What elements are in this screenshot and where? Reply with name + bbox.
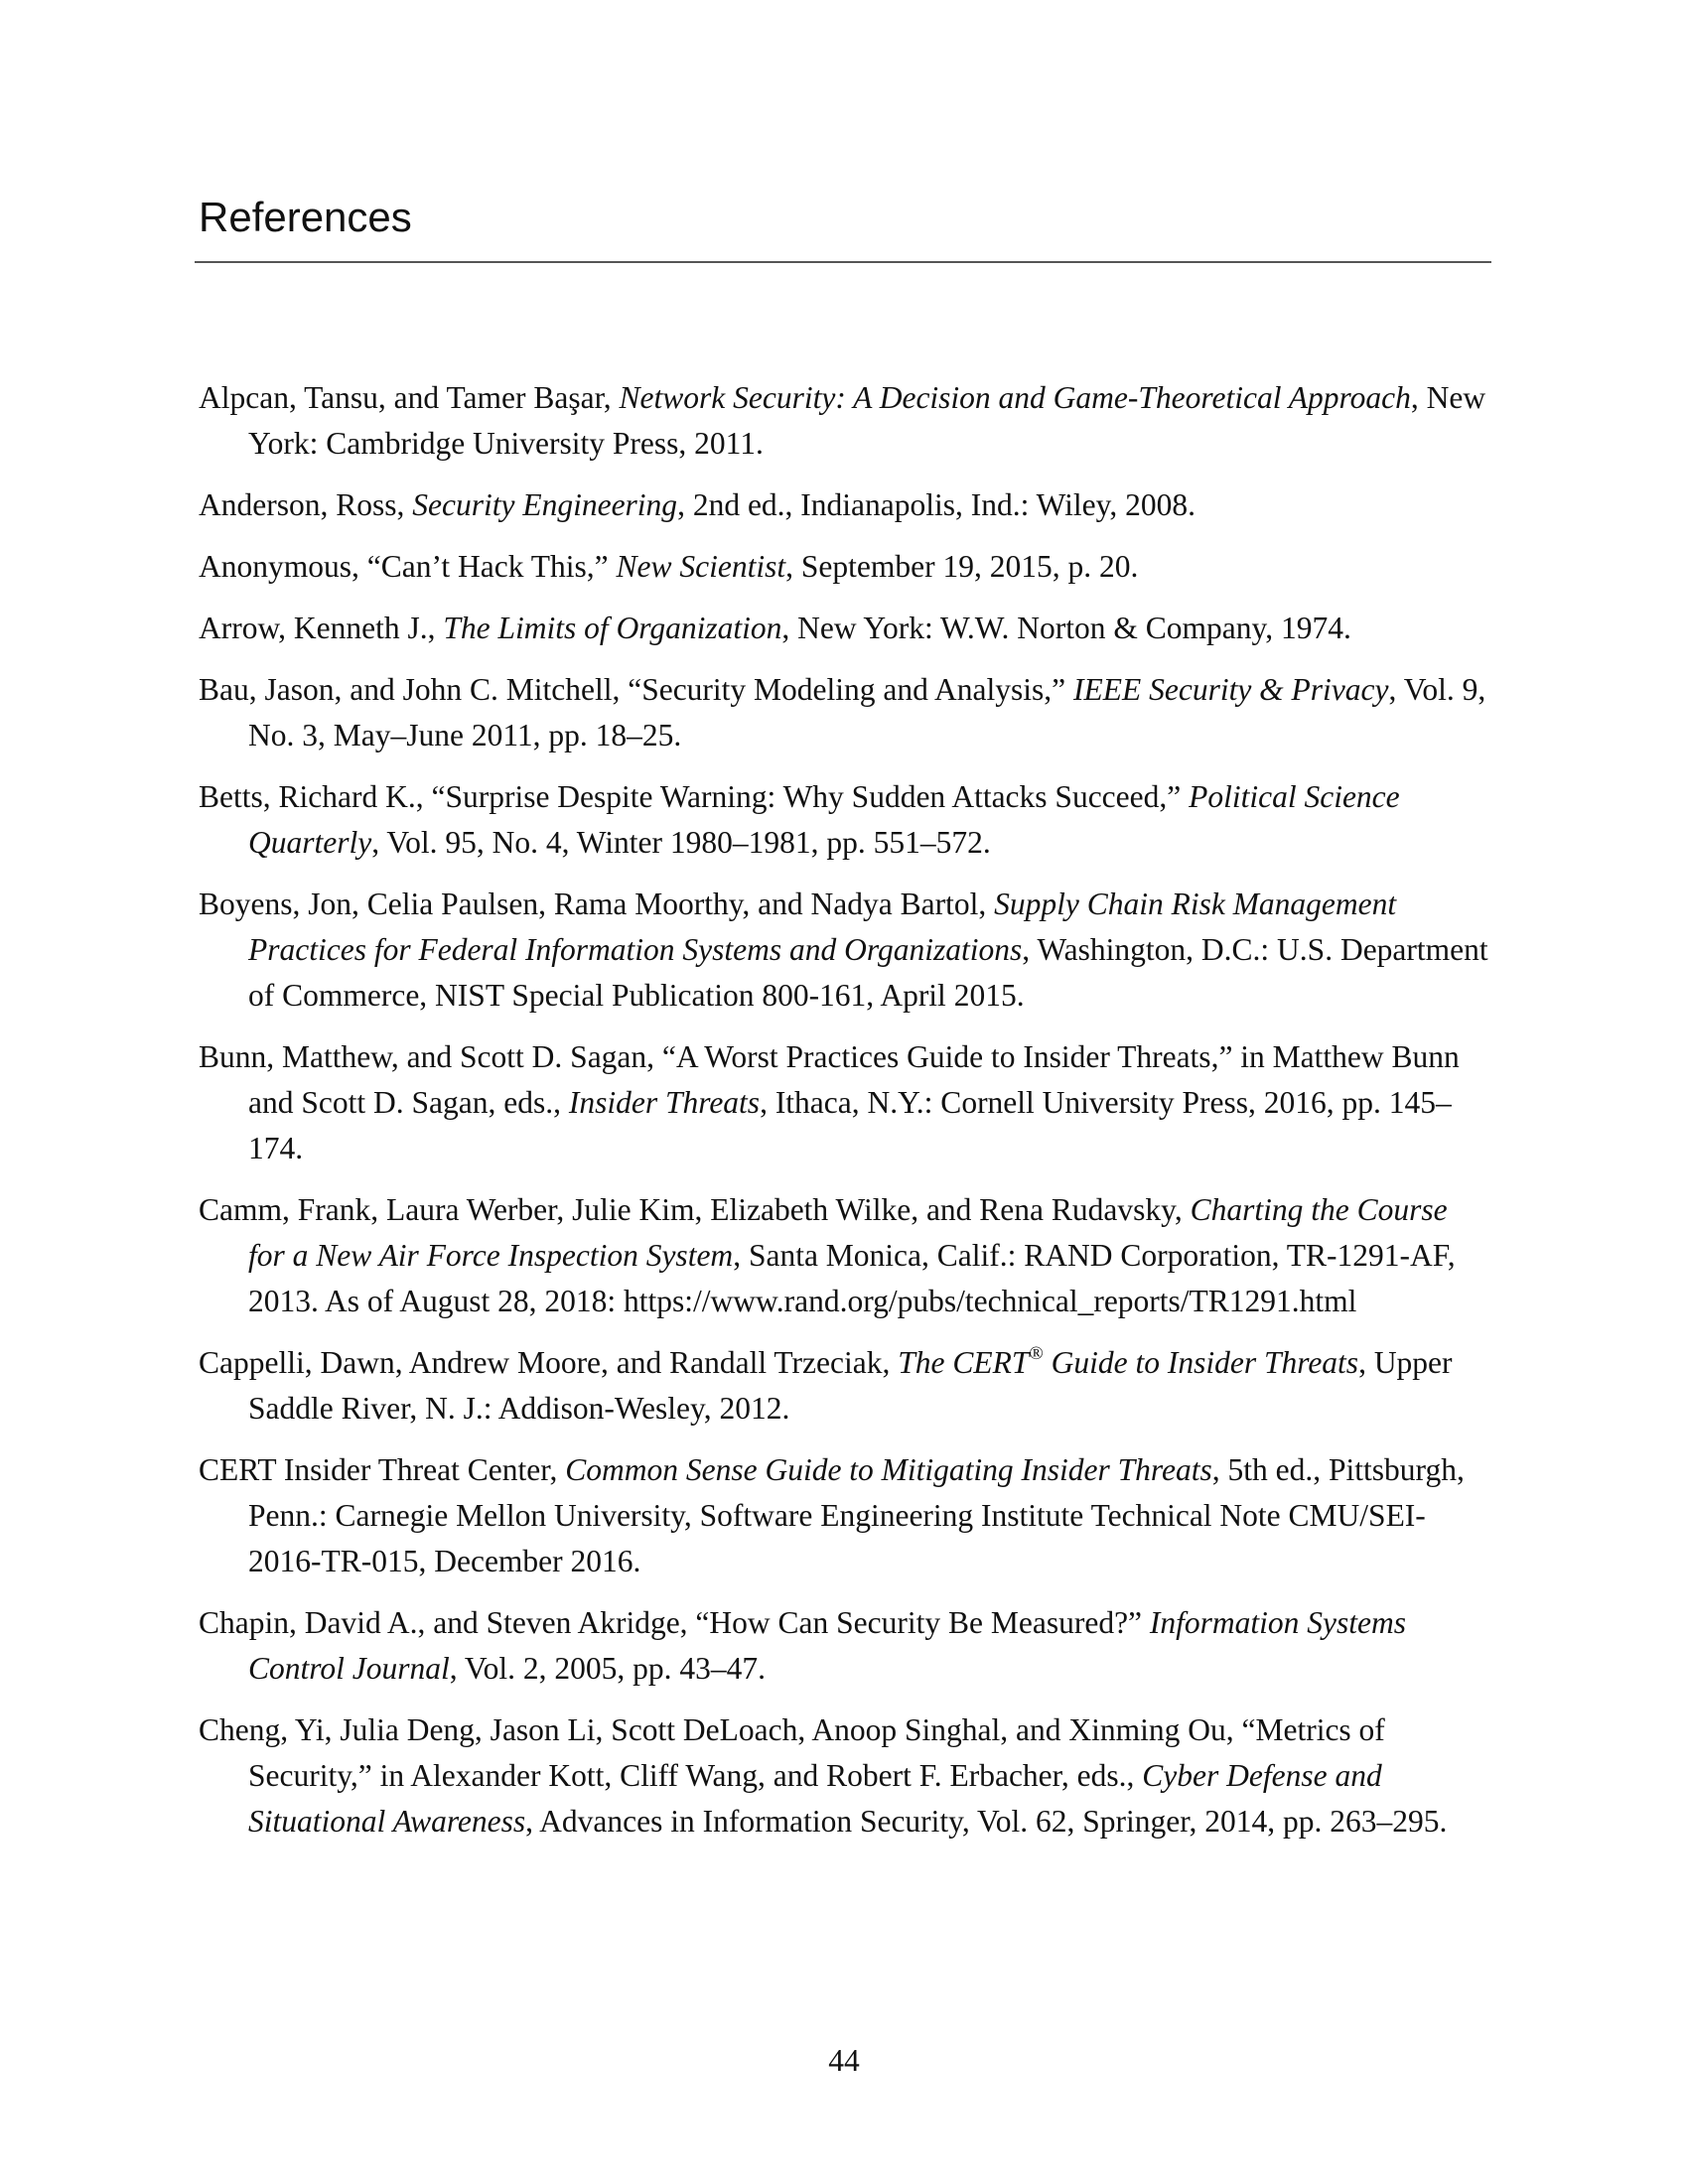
reference-title: Supply Chain Risk Management Practices for Federal Information Systems and Organizations (248, 887, 1397, 967)
reference-entry (199, 1707, 1489, 1844)
reference-title: Guide to Insider Threats (1043, 1345, 1359, 1380)
reference-text: Anderson, Ross, (199, 487, 413, 522)
reference-text: , New York: W.W. Norton & Company, 1974. (781, 611, 1351, 645)
reference-title: Network Security: A Decision and Game-Theoretical Approach (619, 380, 1411, 415)
reference-text: CERT Insider Threat Center, (199, 1452, 566, 1487)
reference-text: , Santa Monica, Calif.: RAND Corporation, TR-1291-AF, 2013. As of August 28, 2018: https://www.rand.org/pubs/technical_reports/TR1291.html (248, 1238, 1456, 1318)
reference-title: The CERT (898, 1345, 1030, 1380)
registered-mark: ® (1029, 1342, 1044, 1364)
reference-entry (199, 1187, 1489, 1324)
reference-title: New Scientist (616, 549, 786, 584)
reference-text: , Vol. 9, No. 3, May–June 2011, pp. 18–25. (248, 672, 1486, 752)
reference-list (199, 375, 1489, 1860)
reference-title: Information Systems Control Journal (248, 1605, 1407, 1686)
reference-text: Chapin, David A., and Steven Akridge, “How Can Security Be Measured?” (199, 1605, 1150, 1640)
reference-entry (199, 1340, 1489, 1432)
reference-text: Bau, Jason, and John C. Mitchell, “Security Modeling and Analysis,” (199, 672, 1074, 707)
reference-text: , 2nd ed., Indianapolis, Ind.: Wiley, 2008. (677, 487, 1196, 522)
reference-text: , Washington, D.C.: U.S. Department of Commerce, NIST Special Publication 800-161, April 2015. (248, 932, 1488, 1013)
reference-entry (199, 1600, 1489, 1692)
reference-entry (199, 774, 1489, 866)
page-title: References (199, 194, 412, 240)
reference-text: , Upper Saddle River, N. J.: Addison-Wesley, 2012. (248, 1345, 1453, 1426)
reference-text: Anonymous, “Can’t Hack This,” (199, 549, 617, 584)
reference-text: Cheng, Yi, Julia Deng, Jason Li, Scott DeLoach, Anoop Singhal, and Xinming Ou, “Metrics of Security,” in Alexander Kott, Cliff Wang, and Robert F. Erbacher, eds., (199, 1712, 1385, 1793)
reference-text: Camm, Frank, Laura Werber, Julie Kim, Elizabeth Wilke, and Rena Rudavsky, (199, 1192, 1191, 1227)
reference-text: , Ithaca, N.Y.: Cornell University Press, 2016, pp. 145–174. (248, 1085, 1452, 1165)
reference-entry (199, 482, 1489, 528)
reference-text: , Vol. 95, No. 4, Winter 1980–1981, pp. 551–572. (371, 825, 991, 860)
reference-text: , Advances in Information Security, Vol. 62, Springer, 2014, pp. 263–295. (525, 1804, 1448, 1839)
reference-title: Charting the Course for a New Air Force Inspection System (248, 1192, 1448, 1273)
reference-entry (199, 606, 1489, 651)
reference-text: Betts, Richard K., “Surprise Despite Warning: Why Sudden Attacks Succeed,” (199, 779, 1190, 814)
reference-text: , 5th ed., Pittsburgh, Penn.: Carnegie Mellon University, Software Engineering Institute Technical Note CMU/SEI-2016-TR-015, December 2016. (248, 1452, 1465, 1578)
reference-text: Arrow, Kenneth J., (199, 611, 444, 645)
reference-text: , September 19, 2015, p. 20. (785, 549, 1139, 584)
reference-text: , New York: Cambridge University Press, 2011. (248, 380, 1486, 461)
reference-entry (199, 667, 1489, 758)
reference-text: Bunn, Matthew, and Scott D. Sagan, “A Worst Practices Guide to Insider Threats,” in Matthew Bunn and Scott D. Sagan, eds., (199, 1039, 1460, 1120)
reference-text: , Vol. 2, 2005, pp. 43–47. (449, 1651, 766, 1686)
reference-title: Cyber Defense and Situational Awareness (248, 1758, 1382, 1839)
reference-entry (199, 1034, 1489, 1171)
page-number: 44 (828, 2043, 860, 2078)
reference-entry (199, 882, 1489, 1019)
reference-title: Insider Threats (568, 1085, 761, 1120)
reference-title: Security Engineering (412, 487, 678, 522)
reference-text: Cappelli, Dawn, Andrew Moore, and Randall Trzeciak, (199, 1345, 899, 1380)
reference-title: IEEE Security & Privacy (1073, 672, 1389, 707)
reference-title: The Limits of Organization (443, 611, 782, 645)
reference-title: Political Science Quarterly (248, 779, 1400, 860)
reference-entry (199, 375, 1489, 467)
reference-entry (199, 544, 1489, 590)
reference-title: Common Sense Guide to Mitigating Insider Threats (565, 1452, 1212, 1487)
reference-text: Boyens, Jon, Celia Paulsen, Rama Moorthy, and Nadya Bartol, (199, 887, 995, 921)
heading-divider (195, 261, 1491, 263)
reference-entry (199, 1447, 1489, 1584)
reference-text: Alpcan, Tansu, and Tamer Başar, (199, 380, 620, 415)
